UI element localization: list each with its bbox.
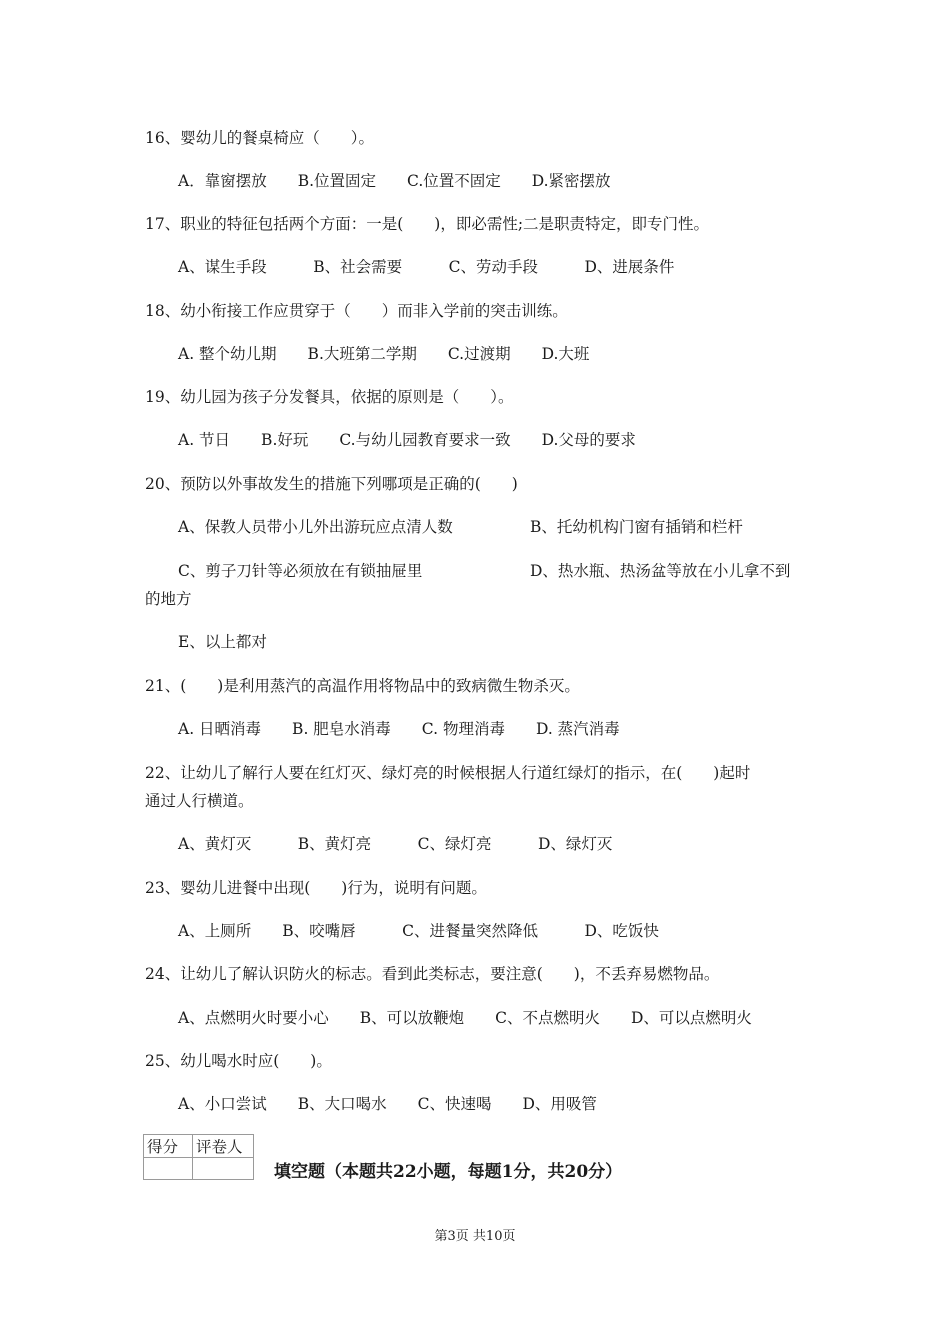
reviewer-cell xyxy=(193,1158,254,1180)
question-20-option-d-cont: 的地方 xyxy=(145,590,192,608)
question-16-options: A．靠窗摆放 B.位置固定 C.位置不固定 D.紧密摆放 xyxy=(178,172,611,190)
question-22-options: A、黄灯灭 B、黄灯亮 C、绿灯亮 D、绿灯灭 xyxy=(178,835,613,853)
question-25-options: A、小口尝试 B、大口喝水 C、快速喝 D、用吸管 xyxy=(178,1095,597,1113)
question-17-options: A、谋生手段 B、社会需要 C、劳动手段 D、进展条件 xyxy=(178,258,675,276)
question-22-stem-cont: 通过人行横道。 xyxy=(145,792,254,810)
question-20-option-e: E、以上都对 xyxy=(178,633,267,651)
question-24-stem: 24、让幼儿了解认识防火的标志。看到此类标志，要注意( )，不丢弃易燃物品。 xyxy=(145,965,720,983)
question-20-option-d: D、热水瓶、热汤盆等放在小儿拿不到 xyxy=(530,562,791,580)
reviewer-header: 评卷人 xyxy=(193,1135,254,1158)
question-21-options: A. 日晒消毒 B. 肥皂水消毒 C. 物理消毒 D. 蒸汽消毒 xyxy=(178,720,620,738)
question-17-stem: 17、职业的特征包括两个方面：一是( )，即必需性;二是职责特定，即专门性。 xyxy=(145,215,710,233)
question-20-stem: 20、预防以外事故发生的措施下列哪项是正确的( ) xyxy=(145,475,518,493)
page-footer: 第3页 共10页 xyxy=(434,1229,516,1244)
question-18-options: A. 整个幼儿期 B.大班第二学期 C.过渡期 D.大班 xyxy=(178,345,590,363)
question-25-stem: 25、幼儿喝水时应( )。 xyxy=(145,1052,332,1070)
question-23-options: A、上厕所 B、咬嘴唇 C、进餐量突然降低 D、吃饭快 xyxy=(178,922,659,940)
question-18-stem: 18、幼小衔接工作应贯穿于（ ）而非入学前的突击训练。 xyxy=(145,302,568,320)
question-19-options: A. 节日 B.好玩 C.与幼儿园教育要求一致 D.父母的要求 xyxy=(178,431,636,449)
question-23-stem: 23、婴幼儿进餐中出现( )行为，说明有问题。 xyxy=(145,879,487,897)
score-cell xyxy=(144,1158,193,1180)
question-20-option-c: C、剪子刀针等必须放在有锁抽屉里 xyxy=(178,562,423,580)
question-20-option-b: B、托幼机构门窗有插销和栏杆 xyxy=(530,518,743,536)
question-16-stem: 16、婴幼儿的餐桌椅应（ ）。 xyxy=(145,129,374,147)
question-24-options: A、点燃明火时要小心 B、可以放鞭炮 C、不点燃明火 D、可以点燃明火 xyxy=(178,1009,752,1027)
section-title: 填空题（本题共22小题，每题1分，共20分） xyxy=(274,1162,623,1182)
score-table xyxy=(143,1134,254,1180)
question-21-stem: 21、( )是利用蒸汽的高温作用将物品中的致病微生物杀灭。 xyxy=(145,677,580,695)
score-header: 得分 xyxy=(144,1135,193,1158)
question-22-stem: 22、让幼儿了解行人要在红灯灭、绿灯亮的时候根据人行道红绿灯的指示，在( )起时 xyxy=(145,764,751,782)
question-19-stem: 19、幼儿园为孩子分发餐具，依据的原则是（ ）。 xyxy=(145,388,514,406)
question-20-option-a: A、保教人员带小儿外出游玩应点清人数 xyxy=(178,518,453,536)
